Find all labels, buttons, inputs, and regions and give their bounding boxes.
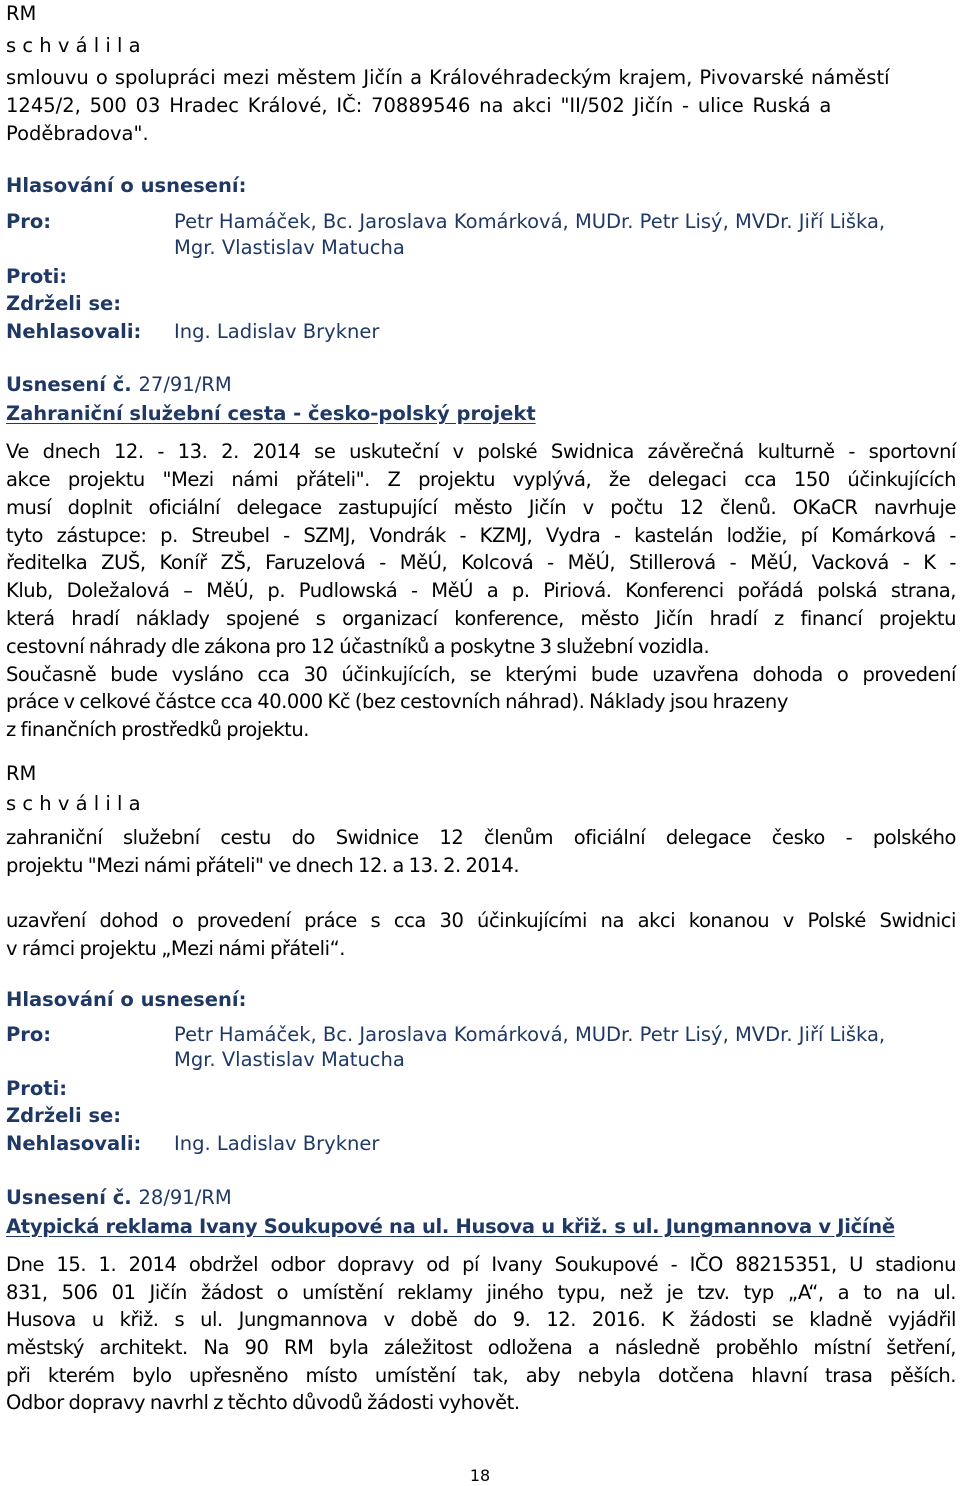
- vote-zdrzeli-label-2: Zdrželi se:: [6, 1104, 122, 1127]
- vote-proti-label: Proti:: [6, 265, 68, 288]
- vote-pro-names-line-1-2: Petr Hamáček, Bc. Jaroslava Komárková, MUDr. Petr Lisý, MVDr. Jiří Liška,: [174, 1023, 886, 1046]
- council-abbreviation-2: RM: [6, 762, 37, 785]
- resolution-27-line-1: Ve dnech 12. - 13. 2. 2014 se uskuteční v polské Swidnica závěrečná kulturně - sportovní: [6, 440, 956, 463]
- resolution-27-heading: [6, 371, 232, 399]
- vote-zdrzeli-label: Zdrželi se:: [6, 292, 122, 315]
- approval-verb-2: s c h v á l i l a: [6, 792, 141, 815]
- resolution-28-line-1: Dne 15. 1. 2014 obdržel odbor dopravy od pí Ivany Soukupové - IČO 88215351, U stadionu: [6, 1253, 956, 1276]
- resolution-27-line-7: která hradí náklady spojené s organizací konference, město Jičín hradí z financí projektu: [6, 607, 956, 630]
- vote-nehlasovali-label-2: Nehlasovali:: [6, 1132, 142, 1155]
- resolution-label: Usnesení č.: [6, 1186, 132, 1209]
- vote-proti-label-2: Proti:: [6, 1077, 68, 1100]
- resolution-28-line-2: 831, 506 01 Jičín žádost o umístění reklamy jiného typu, než je tzv. typ „A“, a to na ul.: [6, 1281, 956, 1304]
- resolution-27-line-9: Současně bude vysláno cca 30 účinkujících, se kterými bude uzavřena dohoda o provedení: [6, 663, 956, 686]
- approval-2-line-2: v rámci projektu „Mezi námi přáteli“.: [6, 937, 346, 960]
- resolution-27-line-11: z finančních prostředků projektu.: [6, 718, 310, 741]
- contract-text-line-2: 1245/2, 500 03 Hradec Králové, IČ: 70889546 na akci "II/502 Jičín - ulice Ruská a: [6, 94, 832, 117]
- vote-nehlasovali-names-2: Ing. Ladislav Brykner: [174, 1132, 380, 1155]
- contract-text-line-1: smlouvu o spolupráci mezi městem Jičín a Královéhradeckým krajem, Pivovarské náměstí: [6, 66, 890, 89]
- resolution-27-line-3: musí doplnit oficiální delegace zastupující město Jičín v počtu 12 členů. OKaCR navrhuje: [6, 496, 956, 519]
- resolution-28-line-4: městský architekt. Na 90 RM byla záležitost odložena a následně proběhlo místní šetření,: [6, 1336, 956, 1359]
- resolution-27-title: Zahraniční služební cesta - česko-polský projekt: [6, 402, 536, 425]
- resolution-28-line-5: při kterém bylo upřesněno místo umístění tak, aby nebyla dotčena hlavní trasa pěších.: [6, 1364, 956, 1387]
- resolution-number: 28/91/RM: [138, 1186, 232, 1209]
- resolution-27-line-5: ředitelka ZUŠ, Koníř ZŠ, Faruzelová - MěÚ, Kolcová - MěÚ, Stillerová - MěÚ, Vacková - K -: [6, 551, 956, 574]
- page-number: 18: [469, 1466, 491, 1485]
- council-abbreviation: RM: [6, 2, 37, 25]
- vote-heading-2: Hlasování o usnesení:: [6, 988, 247, 1011]
- resolution-27-line-6: Klub, Doležalová – MěÚ, p. Pudlowská - MěÚ a p. Piriová. Konferenci pořádá polská strana,: [6, 579, 956, 602]
- vote-pro-label: Pro:: [6, 210, 52, 233]
- vote-pro-names-line-2-2: Mgr. Vlastislav Matucha: [174, 1048, 405, 1071]
- vote-pro-names-line-2: Mgr. Vlastislav Matucha: [174, 236, 405, 259]
- contract-text-line-3: Poděbradova".: [6, 122, 149, 145]
- vote-nehlasovali-names: Ing. Ladislav Brykner: [174, 320, 380, 343]
- vote-nehlasovali-label: Nehlasovali:: [6, 320, 142, 343]
- vote-pro-names-line-1: Petr Hamáček, Bc. Jaroslava Komárková, MUDr. Petr Lisý, MVDr. Jiří Liška,: [174, 210, 886, 233]
- resolution-27-line-2: akce projektu "Mezi námi přáteli". Z projektu vyplývá, že delegaci cca 150 účinkujících: [6, 468, 956, 491]
- resolution-28-heading: [6, 1184, 232, 1212]
- approval-2-line-1: uzavření dohod o provedení práce s cca 30 účinkujícími na akci konanou v Polské Swidnici: [6, 909, 956, 932]
- resolution-label: Usnesení č.: [6, 373, 132, 396]
- resolution-28-title: Atypická reklama Ivany Soukupové na ul. Husova u křiž. s ul. Jungmannova v Jičíně: [6, 1215, 895, 1238]
- resolution-number: 27/91/RM: [138, 373, 232, 396]
- approval-1-line-2: projektu "Mezi námi přáteli" ve dnech 12. a 13. 2. 2014.: [6, 854, 520, 877]
- vote-heading: Hlasování o usnesení:: [6, 174, 247, 197]
- resolution-27-line-4: tyto zástupce: p. Streubel - SZMJ, Vondrák - KZMJ, Vydra - kastelán lodžie, pí Komárková -: [6, 524, 956, 547]
- resolution-28-line-6: Odbor dopravy navrhl z těchto důvodů žádosti vyhovět.: [6, 1391, 520, 1414]
- resolution-27-line-10: práce v celkové částce cca 40.000 Kč (bez cestovních náhrad). Náklady jsou hrazeny: [6, 690, 788, 713]
- approval-1-line-1: zahraniční služební cestu do Swidnice 12 členům oficiální delegace česko - polského: [6, 826, 956, 849]
- resolution-27-line-8: cestovní náhrady dle zákona pro 12 účastníků a poskytne 3 služební vozidla.: [6, 635, 710, 658]
- resolution-28-line-3: Husova u křiž. s ul. Jungmannova v době do 9. 12. 2016. K žádosti se kladně vyjádřil: [6, 1308, 956, 1331]
- vote-pro-label-2: Pro:: [6, 1023, 52, 1046]
- approval-verb: s c h v á l i l a: [6, 34, 141, 57]
